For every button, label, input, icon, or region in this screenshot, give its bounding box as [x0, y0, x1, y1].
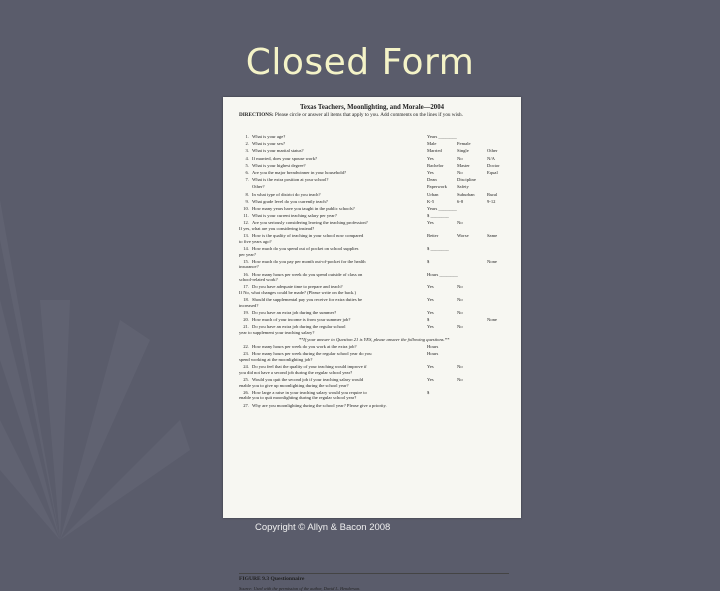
answer-options[interactable] — [427, 246, 517, 252]
question-text: What is your sex? — [252, 141, 286, 147]
figure-label: FIGURE 9.3 Questionnaire — [239, 576, 305, 582]
directions-label: DIRECTIONS: — [239, 112, 274, 118]
question-text: How many hours per week do you spend outside of class on school-related work? — [239, 271, 363, 283]
question-text: Do you have adequate time to prepare and teach? If No, what changes could be made? (Please write on the back.) — [239, 284, 356, 295]
answer-options[interactable] — [427, 163, 517, 169]
answer-option[interactable]: Better — [427, 233, 439, 239]
document-heading: Texas Teachers, Moonlighting, and Morale—2004 — [299, 104, 444, 111]
answer-option[interactable]: No — [457, 284, 463, 290]
question-item — [239, 310, 435, 316]
question-number: 15. — [243, 258, 249, 264]
answer-option[interactable]: Yes — [427, 220, 434, 226]
answer-option[interactable]: None — [487, 317, 497, 323]
answer-option[interactable]: No — [457, 364, 463, 370]
question-text: How many hours per week during the regular school year do you spend working at the moonlighting job? — [239, 351, 372, 362]
answer-option[interactable]: No — [457, 324, 463, 330]
question-number: 25. — [243, 377, 249, 382]
question-number: 23. — [243, 351, 249, 357]
answer-option[interactable]: Hours — [427, 344, 439, 350]
answer-option[interactable]: Single — [457, 148, 469, 154]
question-item — [239, 364, 435, 375]
conditional-note: **If your answer to Question 21 is YES, please answer the following questions.** — [298, 337, 450, 343]
answer-options[interactable] — [427, 213, 517, 219]
answer-option[interactable]: Safety — [457, 184, 469, 190]
question-number: 13. — [243, 233, 249, 239]
answer-option[interactable]: Married — [427, 148, 442, 154]
answer-options[interactable] — [427, 177, 517, 183]
answer-option[interactable]: Hours — [427, 351, 439, 357]
question-text: How many years have you taught in the public schools? — [252, 206, 355, 211]
answer-option[interactable]: Yes — [427, 284, 434, 290]
answer-option[interactable] — [457, 259, 487, 265]
question-number: 10. — [243, 206, 249, 211]
question-number: 11. — [243, 213, 249, 219]
question-item — [239, 134, 435, 140]
answer-options[interactable] — [427, 344, 517, 350]
question-text: What is the extra position at your school? — [252, 177, 329, 183]
answer-options[interactable] — [427, 220, 517, 226]
answer-option[interactable]: Male — [427, 141, 437, 147]
answer-options[interactable] — [427, 206, 517, 212]
answer-option[interactable]: Yes — [427, 377, 434, 382]
answer-option[interactable]: Suburban — [457, 191, 475, 197]
question-number: 12. — [243, 220, 249, 226]
question-item — [239, 377, 435, 388]
answer-option[interactable]: N/A — [487, 155, 495, 161]
question-text: In what type of district do you teach? — [252, 191, 321, 197]
answer-option[interactable]: Doctor — [487, 162, 500, 168]
question-text: Would you quit the second job if your teaching salary would enable you to give up moonlighting during the school year? — [239, 377, 364, 388]
answer-options[interactable] — [427, 284, 517, 290]
question-item — [239, 351, 435, 362]
question-item — [239, 213, 435, 219]
answer-options[interactable] — [427, 351, 517, 357]
question-number: 4. — [245, 155, 249, 161]
answer-options[interactable] — [427, 233, 517, 239]
source-credit: Source: Used with the permission of the author, David L. Henderson. — [239, 586, 361, 591]
answer-option[interactable]: Equal — [487, 170, 498, 175]
answer-options[interactable] — [427, 134, 517, 140]
answer-option[interactable]: Paperwork — [427, 184, 447, 190]
answer-option[interactable]: Master — [457, 162, 470, 168]
question-number: 17. — [243, 284, 249, 290]
question-item — [239, 192, 435, 198]
answer-option[interactable]: No — [457, 155, 463, 161]
question-item — [239, 403, 435, 409]
answer-options[interactable] — [427, 148, 517, 154]
answer-options[interactable] — [427, 310, 517, 316]
question-text: Are you the major breadwinner in your household? — [252, 170, 347, 175]
answer-options[interactable] — [427, 259, 517, 265]
question-number: 9. — [245, 198, 249, 204]
question-item — [239, 324, 435, 335]
answer-options[interactable] — [427, 272, 517, 278]
question-item — [239, 170, 435, 176]
question-text: How is the quality of teaching in your school now compared to five years ago? — [239, 233, 364, 244]
answer-options[interactable] — [427, 364, 517, 370]
answer-option[interactable]: Years ________ — [427, 134, 457, 139]
answer-option[interactable] — [457, 317, 487, 323]
answer-option[interactable]: $ ________ — [427, 213, 449, 219]
question-text: What grade level do you currently teach? — [252, 198, 328, 204]
question-item — [239, 272, 435, 283]
question-text: Do you have an extra job during the regular school year to supplement your teaching salary? — [239, 324, 346, 335]
question-number: 16. — [243, 271, 249, 277]
question-number: 27. — [243, 402, 249, 408]
answer-option[interactable]: Urban — [427, 191, 439, 197]
question-number: 5. — [245, 162, 249, 168]
directions-text: Please circle or answer all items that apply to you. Add comments on the lines if you wish. — [274, 112, 463, 118]
question-text: How much do you pay per month out-of-pocket for the health insurance? — [239, 258, 366, 270]
answer-option[interactable]: Yes — [427, 297, 434, 303]
question-text: How much do you spend out of pocket on school supplies per year? — [239, 246, 359, 257]
question-item — [239, 297, 435, 308]
question-number: 14. — [243, 246, 249, 251]
answer-options[interactable] — [427, 324, 517, 330]
answer-options[interactable] — [427, 141, 517, 147]
question-item — [239, 156, 435, 162]
answer-options[interactable] — [427, 297, 517, 303]
question-number: 22. — [243, 344, 249, 350]
question-text: How many hours per week do you work at the extra job? — [252, 344, 357, 350]
answer-option[interactable]: No — [457, 310, 463, 315]
question-number: 6. — [245, 170, 249, 175]
question-item — [239, 206, 435, 212]
answer-option[interactable]: Yes — [427, 155, 434, 161]
directions — [239, 112, 509, 118]
question-number: 26. — [243, 389, 249, 395]
question-item — [239, 199, 435, 205]
question-item — [239, 148, 435, 154]
answer-option[interactable]: Female — [457, 141, 471, 147]
answer-option[interactable]: Yes — [427, 324, 434, 330]
question-item — [239, 233, 435, 244]
answer-option[interactable]: Dean — [427, 177, 437, 183]
question-item — [239, 259, 435, 270]
question-item — [239, 141, 435, 147]
answer-option[interactable]: Same — [487, 233, 498, 239]
question-item — [239, 390, 435, 401]
question-text: Why are you moonlighting during the school year? Please give a priority. — [252, 402, 387, 408]
question-text: What is your highest degree? — [252, 162, 306, 168]
question-number: 19. — [243, 310, 249, 315]
answer-option[interactable]: Yes — [427, 364, 434, 370]
question-number: 20. — [243, 317, 249, 323]
question-item — [239, 220, 435, 231]
question-number: 24. — [243, 364, 249, 370]
answer-options[interactable] — [427, 156, 517, 162]
answer-options[interactable] — [427, 199, 517, 205]
answer-option[interactable]: 9-12 — [487, 198, 496, 204]
answer-option[interactable]: Bachelor — [427, 162, 444, 168]
question-text: Should the supplemental pay you receive for extra duties be increased? — [239, 297, 363, 308]
divider — [239, 573, 509, 574]
question-item — [239, 246, 435, 257]
answer-option[interactable]: Yes — [427, 310, 434, 315]
question-text: What is your current teaching salary per year? — [252, 213, 337, 219]
answer-option[interactable]: Rural — [487, 191, 498, 197]
question-text: What is your marital status? — [252, 148, 304, 154]
question-item — [239, 344, 435, 350]
question-text: How much of your income is from your summer job? — [252, 317, 351, 323]
answer-option[interactable]: Years ________ — [427, 206, 457, 211]
answer-option[interactable]: K-5 — [427, 198, 435, 204]
question-text: Other? — [252, 184, 265, 190]
answer-option[interactable]: None — [487, 258, 497, 264]
question-item — [239, 184, 435, 190]
question-text: Do you have an extra job during the summer? — [252, 310, 337, 315]
question-number: 7. — [245, 177, 249, 183]
question-text: Are you seriously considering leaving the teaching profession? If yes, what are you considering instead? — [239, 220, 368, 231]
question-text: What is your age? — [252, 134, 286, 139]
question-item — [239, 177, 435, 183]
question-number: 8. — [245, 191, 249, 197]
answer-options[interactable] — [427, 390, 517, 396]
question-number: 18. — [243, 297, 249, 303]
answer-options[interactable] — [427, 317, 517, 323]
copyright-text: Copyright © Allyn & Bacon 2008 — [255, 522, 391, 533]
answer-option[interactable]: Discipline — [457, 177, 476, 183]
question-text: How large a raise in your teaching salary would you require to enable you to quit moonlighting during the regular school year? — [239, 389, 367, 401]
answer-options[interactable] — [427, 377, 517, 383]
answer-option[interactable]: No — [457, 297, 463, 303]
question-number: 21. — [243, 324, 249, 330]
answer-option[interactable]: No — [457, 377, 463, 382]
answer-options[interactable] — [427, 170, 517, 176]
answer-option[interactable]: $ — [427, 389, 430, 395]
question-item — [239, 284, 435, 295]
answer-options[interactable] — [427, 192, 517, 198]
answer-option[interactable]: $ — [427, 258, 430, 264]
answer-options[interactable] — [427, 184, 517, 190]
question-text: If married, does your spouse work? — [252, 155, 318, 161]
answer-option[interactable]: Hours ________ — [427, 271, 458, 277]
answer-option[interactable]: $ ________ — [427, 246, 449, 251]
answer-option[interactable]: No — [457, 170, 463, 175]
question-number: 3. — [245, 148, 249, 154]
question-item — [239, 317, 435, 323]
answer-option[interactable]: Worse — [457, 233, 469, 239]
answer-option[interactable]: Yes — [427, 170, 434, 175]
slide-title: Closed Form — [245, 42, 475, 83]
answer-option[interactable]: No — [457, 220, 463, 226]
question-number: 2. — [245, 141, 249, 147]
question-text: Do you feel that the quality of your teaching would improve if you did not have a second job during the regular school year? — [239, 364, 367, 375]
answer-option[interactable]: 6-8 — [457, 198, 464, 204]
question-number: 1. — [245, 134, 249, 139]
answer-option[interactable]: $ — [427, 317, 430, 323]
question-item — [239, 163, 435, 169]
answer-option[interactable]: Other — [487, 148, 498, 154]
